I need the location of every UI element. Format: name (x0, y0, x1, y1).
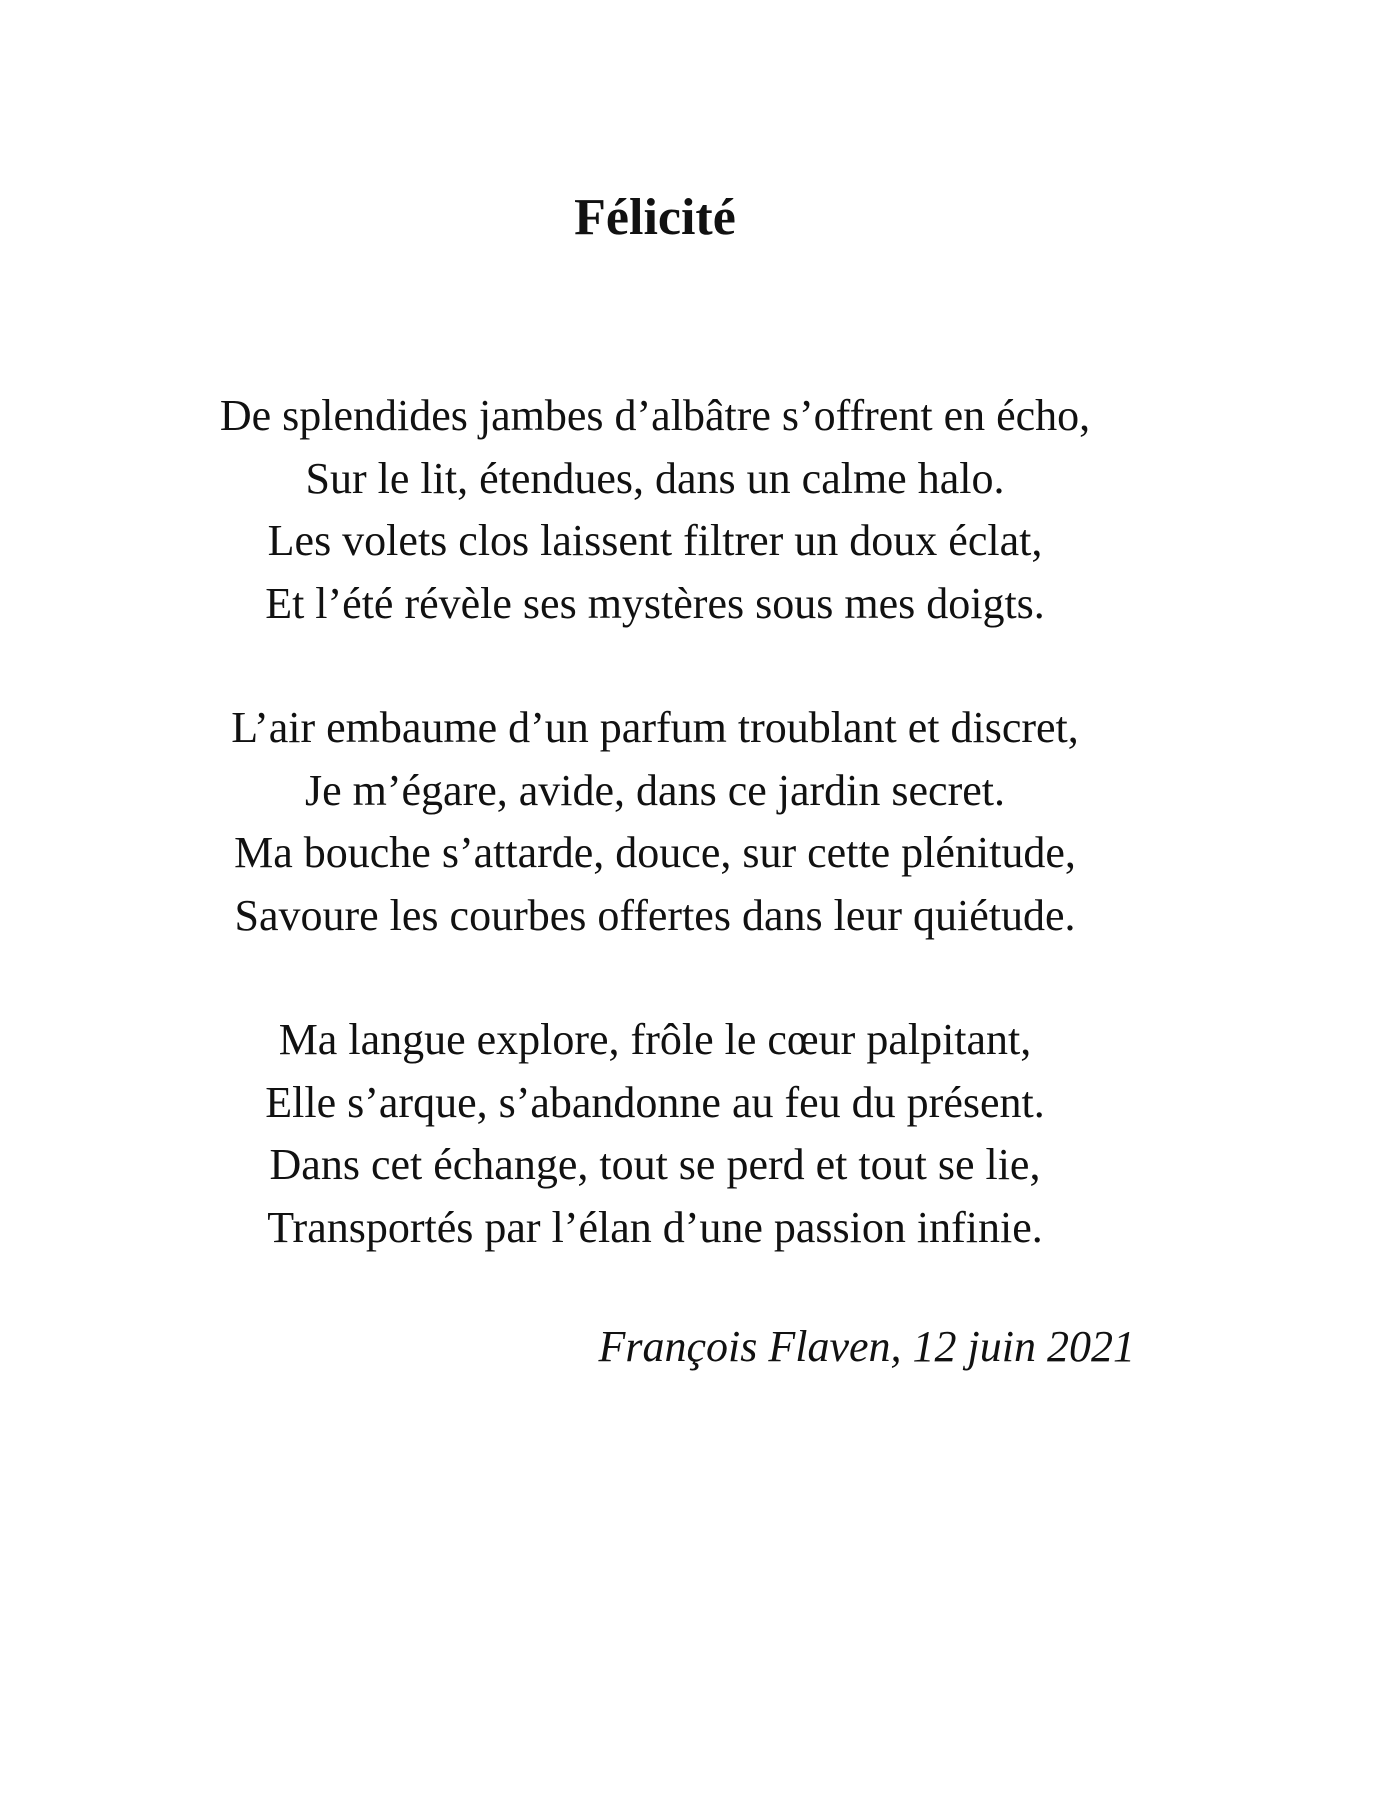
poem-line: Transportés par l’élan d’une passion infinie. (267, 1202, 1043, 1252)
poem-line: L’air embaume d’un parfum troublant et discret, (231, 703, 1079, 752)
poem-line: Je m’égare, avide, dans ce jardin secret. (305, 765, 1005, 815)
poem-title: Félicité (574, 189, 736, 246)
poem-line: De splendides jambes d’albâtre s’offrent en écho, (219, 391, 1091, 440)
poem-line: Savoure les courbes offertes dans leur quiétude. (234, 890, 1076, 940)
poem-line: Et l’été révèle ses mystères sous mes doigts. (265, 578, 1045, 628)
poem-line: Dans cet échange, tout se perd et tout se lie, (269, 1140, 1041, 1189)
poem-line: Elle s’arque, s’abandonne au feu du présent. (265, 1077, 1045, 1127)
poem-line: Ma langue explore, frôle le cœur palpitant, (278, 1015, 1032, 1064)
poem-line: Ma bouche s’attarde, douce, sur cette plénitude, (234, 828, 1076, 877)
stanza-1 (0, 385, 1310, 635)
stanza-2 (0, 697, 1310, 947)
author-signature: François Flaven, 12 juin 2021 (598, 1322, 1135, 1371)
stanza-3 (0, 1009, 1310, 1259)
poem-line: Sur le lit, étendues, dans un calme halo. (305, 453, 1005, 503)
poem-line: Les volets clos laissent filtrer un doux éclat, (267, 516, 1043, 565)
